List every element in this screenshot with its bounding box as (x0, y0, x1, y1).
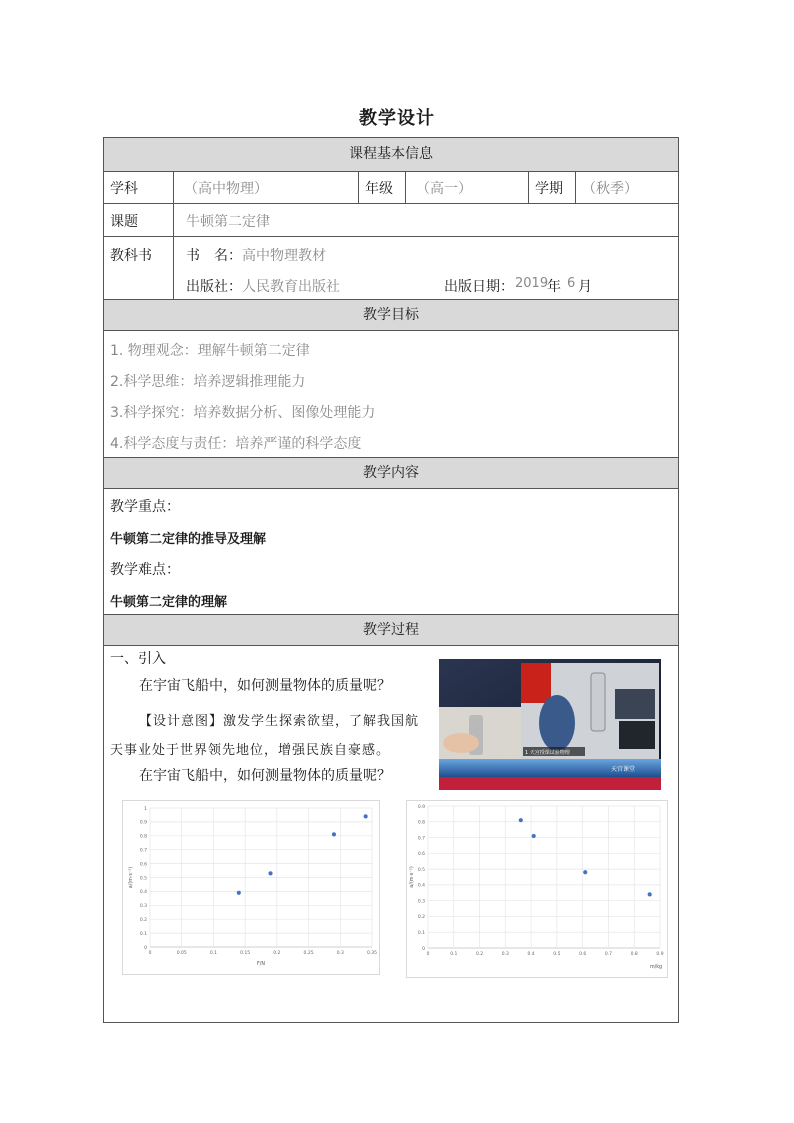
data-point (332, 832, 336, 836)
difficulty-label: 教学难点： (110, 562, 180, 578)
textbook-label: 教科书 (110, 248, 152, 264)
data-point (648, 892, 652, 896)
y-tick-label: 0.2 (139, 918, 147, 923)
x-tick-label: 0.25 (303, 951, 314, 956)
y-tick-label: 0 (144, 945, 147, 951)
y-tick-label: 0.7 (417, 836, 425, 842)
y-tick-label: 0.4 (417, 883, 425, 889)
x-tick-label: 0.1 (209, 951, 218, 956)
y-tick-label: 0.9 (417, 804, 425, 810)
y-tick-label: 0.3 (139, 904, 147, 910)
objective-item-3: 3.科学探究：培养数据分析、图像处理能力 (110, 405, 376, 421)
x-tick-label: 0 (148, 951, 152, 956)
x-tick-label: 0.15 (240, 951, 251, 956)
y-tick-label: 0.1 (417, 931, 425, 937)
objective-item-2: 2.科学思维：培养逻辑推理能力 (110, 374, 306, 390)
document-title: 教学设计 (359, 108, 435, 129)
spacecraft-lesson-photo (439, 659, 661, 790)
x-tick-label: 0.5 (553, 952, 561, 957)
y-tick-label: 0.9 (139, 820, 147, 826)
y-tick-label: 0 (422, 946, 425, 952)
x-tick-label: 0.6 (579, 952, 587, 957)
section-title: 一、引入 (110, 651, 166, 667)
y-tick-label: 1 (144, 806, 147, 812)
y-tick-label: 0.1 (139, 931, 147, 937)
y-axis-label: a/(m·s⁻²) (129, 866, 134, 889)
objective-item-4: 4.科学态度与责任：培养严谨的科学态度 (110, 436, 362, 452)
y-axis-label: a/(m·s⁻²) (410, 866, 415, 888)
intro-question-repeat: 在宇宙飞船中，如何测量物体的质量呢？ (139, 768, 391, 784)
chart-border (407, 801, 668, 978)
key-points-value: 牛顿第二定律的推导及理解 (110, 532, 267, 547)
data-point (268, 871, 272, 875)
x-tick-label: 0.3 (336, 951, 344, 956)
x-tick-label: 0.8 (630, 952, 638, 957)
x-tick-label: 0.7 (604, 952, 613, 957)
year-char: 年 (547, 279, 561, 295)
data-point (237, 891, 241, 895)
grade-label: 年级 (365, 181, 393, 197)
data-point (583, 870, 587, 874)
photo-caption-left: 1 天宫授课试验物理 (525, 750, 570, 756)
data-point (532, 834, 536, 838)
y-tick-label: 0.5 (139, 876, 147, 882)
data-point (519, 818, 523, 822)
topic-label: 课题 (110, 214, 138, 230)
topic-value: 牛顿第二定律 (186, 214, 270, 230)
pubdate-label: 出版日期： (444, 279, 514, 295)
key-points-label: 教学重点： (110, 499, 180, 515)
content-header: 教学内容 (104, 458, 678, 489)
x-tick-label: 0.2 (475, 952, 484, 957)
month-char: 月 (578, 279, 592, 295)
y-tick-label: 0.8 (139, 834, 147, 840)
y-tick-label: 0.7 (139, 848, 147, 854)
x-tick-label: 0.9 (656, 952, 664, 957)
x-tick-label: 0.2 (273, 951, 281, 956)
y-tick-label: 0.8 (417, 820, 425, 826)
subject-label: 学科 (110, 181, 138, 197)
y-tick-label: 0.5 (417, 867, 425, 873)
basic-info-header: 课程基本信息 (104, 138, 678, 172)
design-intent-line2: 天事业处于世界领先地位，增强民族自豪感。 (110, 743, 391, 758)
x-tick-label: 0.35 (366, 951, 378, 956)
process-header: 教学过程 (104, 615, 678, 646)
pub-month: 6 (567, 276, 576, 291)
publisher-value: 人民教育出版社 (242, 279, 340, 295)
pub-year: 2019 (515, 276, 549, 291)
x-tick-label: 0.05 (176, 951, 187, 956)
objective-item-1: 1. 物理观念：理解牛顿第二定律 (110, 343, 310, 359)
term-label: 学期 (535, 181, 563, 197)
design-intent-line1: 【设计意图】激发学生探索欲望，了解我国航 (139, 714, 420, 729)
grade-value: （高一） (416, 181, 472, 197)
term-value: （秋季） (582, 181, 638, 197)
book-name-label: 书 名： (186, 248, 242, 264)
y-tick-label: 0.6 (139, 862, 147, 868)
y-tick-label: 0.6 (417, 852, 425, 858)
objectives-header: 教学目标 (104, 300, 678, 331)
intro-question: 在宇宙飞船中，如何测量物体的质量呢？ (139, 678, 391, 694)
lesson-plan-table (103, 137, 679, 1023)
x-axis-label: m/kg (649, 965, 663, 970)
x-tick-label: 0 (426, 952, 430, 957)
x-axis-label: F/N (257, 962, 265, 967)
book-name-value: 高中物理教材 (242, 248, 326, 264)
y-tick-label: 0.3 (417, 899, 425, 905)
publisher-label: 出版社： (186, 279, 242, 295)
acceleration-force-chart (122, 800, 380, 975)
y-tick-label: 0.2 (417, 915, 425, 921)
y-tick-label: 0.4 (139, 890, 147, 896)
subject-value: （高中物理） (184, 181, 268, 197)
chart-border (123, 801, 380, 975)
x-tick-label: 0.4 (527, 952, 535, 957)
x-tick-label: 0.3 (501, 952, 509, 957)
x-tick-label: 0.1 (450, 952, 458, 957)
data-point (364, 814, 368, 818)
photo-caption-right: 天宫课堂 (611, 766, 636, 773)
acceleration-mass-chart (406, 800, 668, 978)
difficulty-value: 牛顿第二定律的理解 (110, 595, 228, 610)
